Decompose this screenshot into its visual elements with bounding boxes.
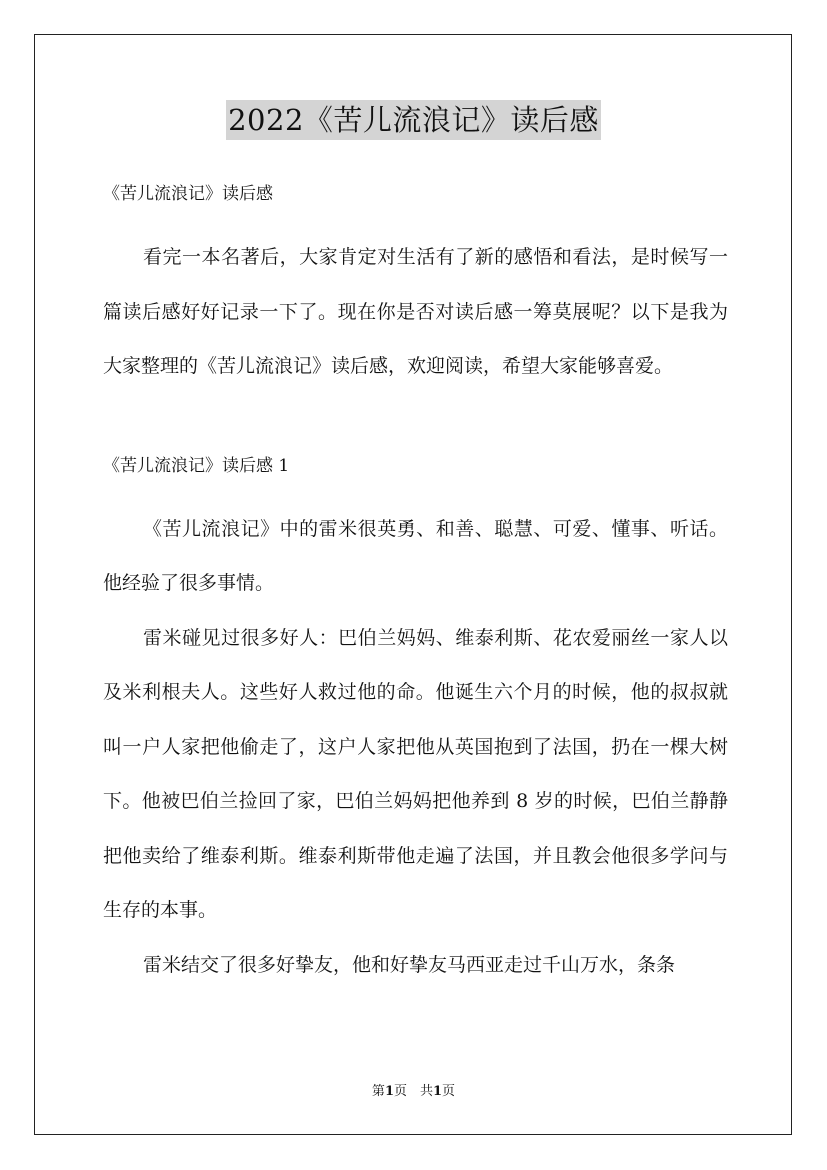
body-paragraph: 雷米碰见过很多好人：巴伯兰妈妈、维泰利斯、花农爱丽丝一家人以及米利根夫人。这些好人救过他的命。他诞生六个月的时候，他的叔叔就叫一户人家把他偷走了，这户人家把他从英国抱到了法国，扔在一棵大树下。他被巴伯兰捡回了家，巴伯兰妈妈把他养到 8 岁的时候，巴伯兰静静把他卖给了维泰利斯。维泰利斯带他走遍了法国，并且教会他很多学问与生存的本事。 (103, 626, 728, 921)
section-heading: 《苦儿流浪记》读后感 1 (103, 455, 290, 476)
body-paragraph: 雷米结交了很多好挚友，他和好挚友马西亚走过千山万水，条条 (143, 953, 676, 976)
footer-prefix: 第 (371, 1084, 385, 1099)
footer-mid: 页 共 (393, 1084, 433, 1099)
title-container (0, 100, 827, 140)
document-title: 2022《苦儿流浪记》读后感 (226, 100, 601, 140)
intro-paragraph: 看完一本名著后，大家肯定对生活有了新的感悟和看法，是时候写一篇读后感好好记录一下了。现在你是否对读后感一筹莫展呢？以下是我为大家整理的《苦儿流浪记》读后感，欢迎阅读，希望大家能够喜爱。 (103, 246, 728, 377)
footer-page-number: 1 (384, 1084, 394, 1099)
footer-page-total: 1 (433, 1084, 443, 1099)
page-footer (0, 1083, 827, 1101)
intro-heading: 《苦儿流浪记》读后感 (103, 184, 273, 204)
footer-suffix: 页 (442, 1084, 456, 1099)
body-paragraph: 《苦儿流浪记》中的雷米很英勇、和善、聪慧、可爱、懂事、听话。他经验了很多事情。 (103, 517, 728, 594)
document-body (103, 176, 728, 992)
